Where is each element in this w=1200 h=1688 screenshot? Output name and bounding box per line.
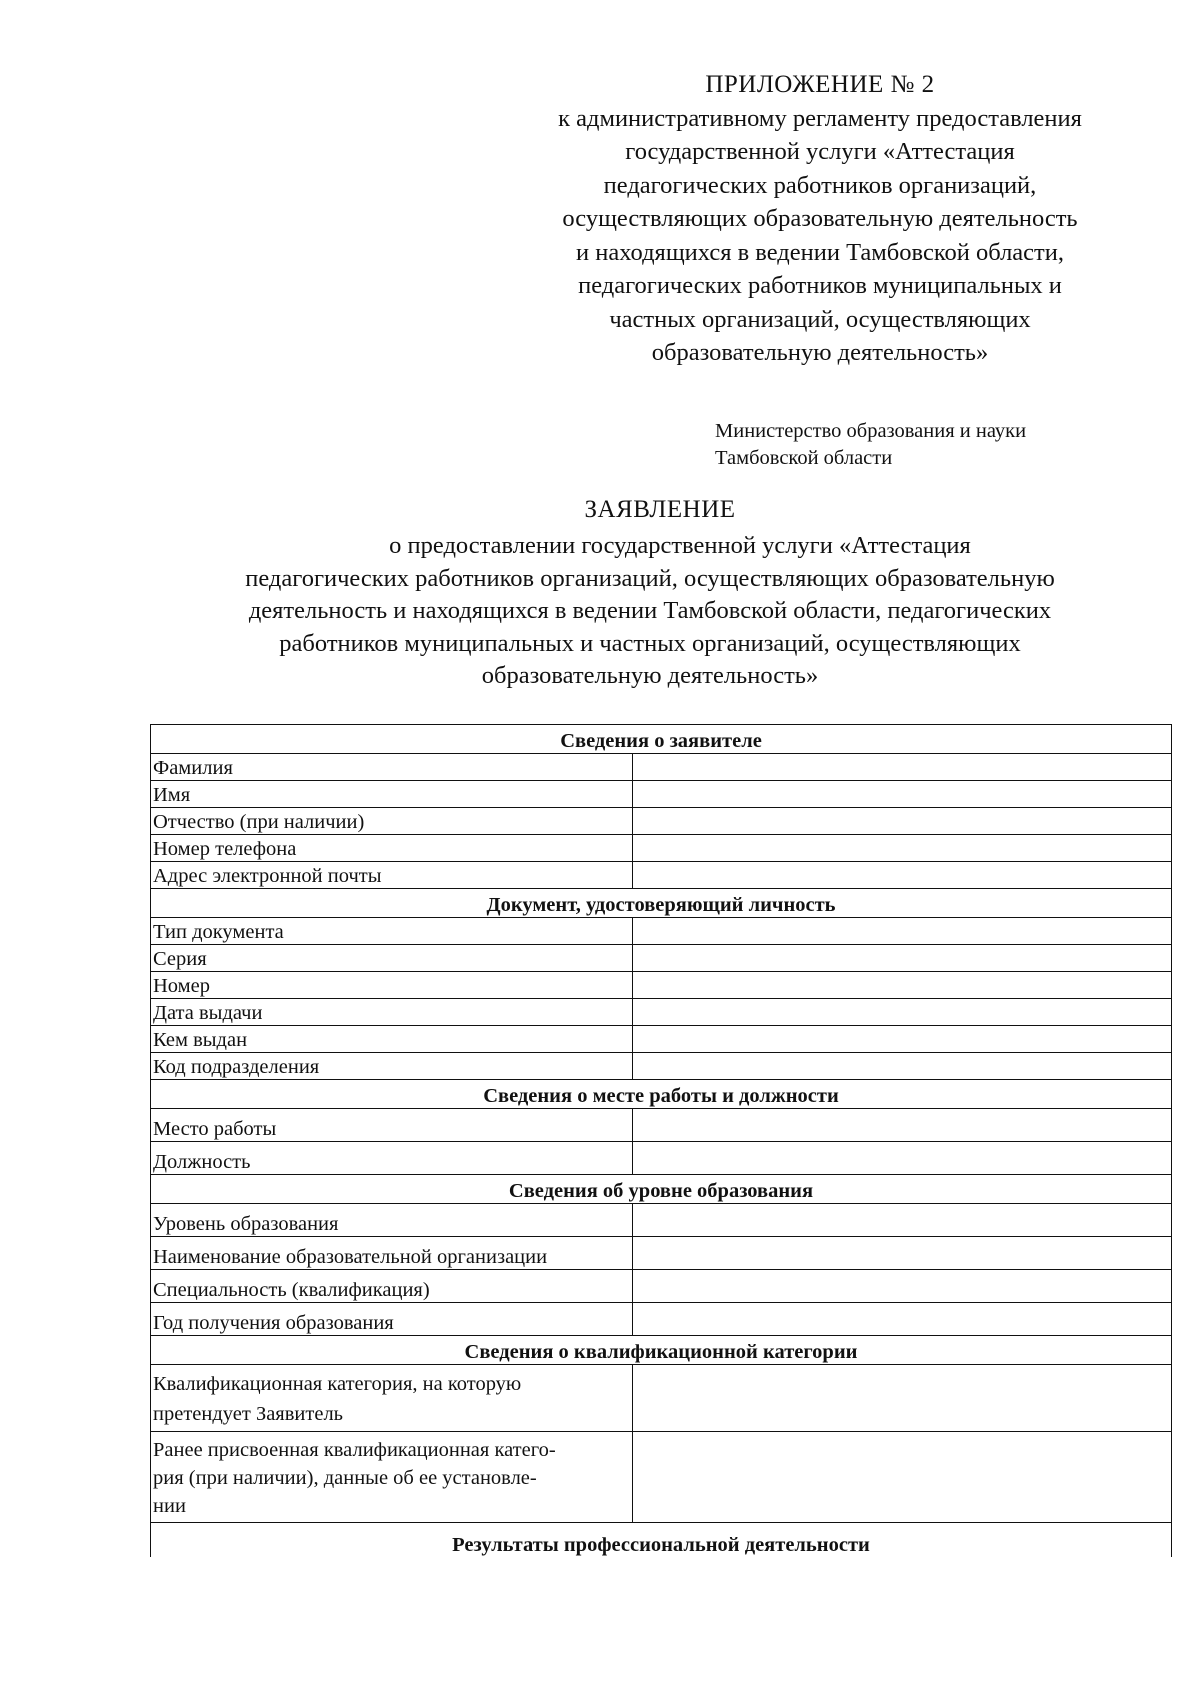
field-label: Номер <box>151 972 633 999</box>
previous-category-field[interactable] <box>633 1432 1172 1523</box>
section-work <box>151 1080 1172 1109</box>
field-label: Дата выдачи <box>151 999 633 1026</box>
form-row-surname <box>151 754 1172 781</box>
form-row-series <box>151 945 1172 972</box>
field-label: Имя <box>151 781 633 808</box>
appendix-line: осуществляющих образовательную деятельность <box>562 205 1078 232</box>
form-row-patronymic <box>151 808 1172 835</box>
form-row-email <box>151 862 1172 889</box>
form-row-division-code <box>151 1053 1172 1080</box>
section-results <box>151 1523 1172 1558</box>
section-header: Документ, удостоверяющий личность <box>151 889 1172 918</box>
appendix-title: ПРИЛОЖЕНИЕ № 2 <box>705 71 935 98</box>
field-label: Должность <box>151 1142 633 1175</box>
addressee-line: Министерство образования и науки <box>715 420 1027 442</box>
form-row-position <box>151 1142 1172 1175</box>
statement-line: деятельность и находящихся в ведении Тамбовской области, педагогических <box>248 597 1052 624</box>
section-header: Результаты профессиональной деятельности <box>151 1523 1172 1558</box>
email-field[interactable] <box>633 862 1172 889</box>
field-label: Квалификационная категория, на которую претендует Заявитель <box>151 1365 633 1432</box>
issued-by-field[interactable] <box>633 1026 1172 1053</box>
doc-type-field[interactable] <box>633 918 1172 945</box>
form-row-issue-date <box>151 999 1172 1026</box>
field-label: Тип документа <box>151 918 633 945</box>
name-field[interactable] <box>633 781 1172 808</box>
section-qualification <box>151 1336 1172 1365</box>
field-label: Серия <box>151 945 633 972</box>
field-label: Адрес электронной почты <box>151 862 633 889</box>
section-header: Сведения о заявителе <box>151 725 1172 754</box>
graduation-year-field[interactable] <box>633 1303 1172 1336</box>
field-label: Номер телефона <box>151 835 633 862</box>
statement-line: педагогических работников организаций, осуществляющих образовательную <box>245 564 1055 592</box>
appendix-line: педагогических работников организаций, <box>603 171 1037 199</box>
section-header: Сведения об уровне образования <box>151 1175 1172 1204</box>
statement-subtitle <box>150 530 1150 693</box>
field-label: Наименование образовательной организации <box>151 1237 633 1270</box>
form-row-number <box>151 972 1172 999</box>
field-label: Уровень образования <box>151 1204 633 1237</box>
patronymic-field[interactable] <box>633 808 1172 835</box>
section-header: Сведения о квалификационной категории <box>151 1336 1172 1365</box>
field-label: Кем выдан <box>151 1026 633 1053</box>
statement-line: образовательную деятельность» <box>481 662 819 689</box>
position-field[interactable] <box>633 1142 1172 1175</box>
form-row-name <box>151 781 1172 808</box>
phone-field[interactable] <box>633 835 1172 862</box>
appendix-header <box>500 68 1140 370</box>
field-label: Год получения образования <box>151 1303 633 1336</box>
field-label: Место работы <box>151 1109 633 1142</box>
issue-date-field[interactable] <box>633 999 1172 1026</box>
field-label: Код подразделения <box>151 1053 633 1080</box>
form-row-previous-category <box>151 1432 1172 1523</box>
appendix-line: образовательную деятельность» <box>651 339 989 366</box>
form-row-institution <box>151 1237 1172 1270</box>
section-identity <box>151 889 1172 918</box>
form-row-issued-by <box>151 1026 1172 1053</box>
application-form-table <box>150 724 1172 1557</box>
form-row-workplace <box>151 1109 1172 1142</box>
form-row-claimed-category <box>151 1365 1172 1432</box>
field-label: Специальность (квалификация) <box>151 1270 633 1303</box>
form-row-phone <box>151 835 1172 862</box>
statement-title: ЗАЯВЛЕНИЕ <box>584 496 736 523</box>
form-row-education-level <box>151 1204 1172 1237</box>
field-label: Отчество (при наличии) <box>151 808 633 835</box>
appendix-line: государственной услуги «Аттестация <box>625 138 1015 165</box>
appendix-line: педагогических работников муниципальных и <box>578 272 1062 299</box>
section-header: Сведения о месте работы и должности <box>151 1080 1172 1109</box>
series-field[interactable] <box>633 945 1172 972</box>
specialty-field[interactable] <box>633 1270 1172 1303</box>
surname-field[interactable] <box>633 754 1172 781</box>
addressee-line: Тамбовской области <box>715 447 893 469</box>
number-field[interactable] <box>633 972 1172 999</box>
section-applicant <box>151 725 1172 754</box>
field-label: Фамилия <box>151 754 633 781</box>
workplace-field[interactable] <box>633 1109 1172 1142</box>
appendix-line: и находящихся в ведении Тамбовской области, <box>576 238 1064 266</box>
appendix-line: к административному регламенту предоставления <box>558 104 1082 132</box>
statement-line: о предоставлении государственной услуги «Аттестация <box>389 532 971 559</box>
statement-line: работников муниципальных и частных организаций, осуществляющих <box>279 629 1021 657</box>
form-row-graduation-year <box>151 1303 1172 1336</box>
appendix-line: частных организаций, осуществляющих <box>609 305 1031 333</box>
division-code-field[interactable] <box>633 1053 1172 1080</box>
form-row-specialty <box>151 1270 1172 1303</box>
field-label: Ранее присвоенная квалификационная катего- рия (при наличии), данные об ее установле- нии <box>151 1432 633 1523</box>
claimed-category-field[interactable] <box>633 1365 1172 1432</box>
section-education <box>151 1175 1172 1204</box>
education-level-field[interactable] <box>633 1204 1172 1237</box>
institution-field[interactable] <box>633 1237 1172 1270</box>
addressee-block <box>715 418 1135 472</box>
form-row-doc-type <box>151 918 1172 945</box>
